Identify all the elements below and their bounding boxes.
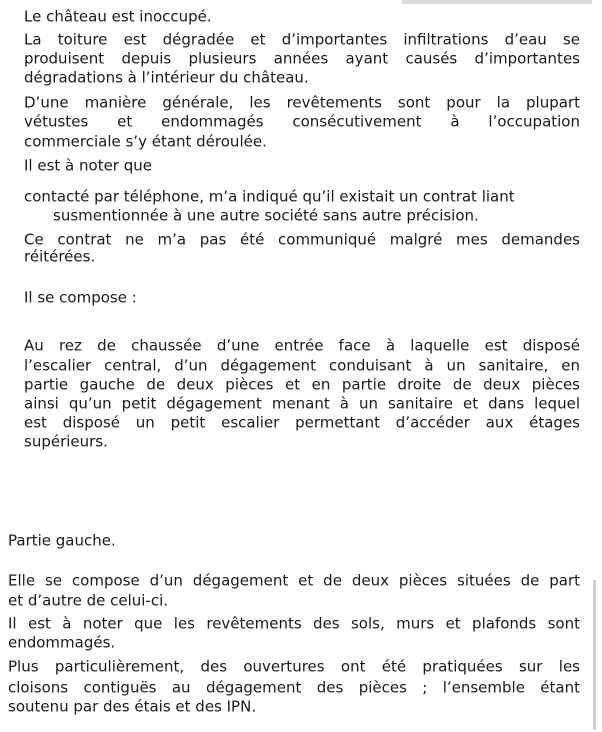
text-line: Il est à noter que les revêtements des sols, murs et plafonds sont bbox=[8, 614, 580, 633]
text-line: La toiture est dégradée et d’importantes infiltrations d’eau se bbox=[24, 30, 580, 49]
text-line: Au rez de chaussée d’une entrée face à laquelle est disposé bbox=[24, 336, 580, 355]
text-line: partie gauche de deux pièces et en partie droite de deux pièces bbox=[24, 375, 580, 394]
text-line: dégradations à l’intérieur du château. bbox=[24, 68, 309, 87]
text-line: Il est à noter que bbox=[24, 156, 152, 175]
scan-edge-right bbox=[593, 580, 596, 730]
text-line: l’escalier central, d’un dégagement conduisant à un sanitaire, en bbox=[24, 356, 580, 375]
text-line: Ce contrat ne m’a pas été communiqué malgré mes demandes bbox=[24, 230, 580, 249]
text-line: vétustes et endommagés consécutivement à l’occupation bbox=[24, 112, 580, 131]
text-line: Plus particulièrement, des ouvertures ont été pratiquées sur les bbox=[8, 657, 580, 676]
text-line: et d’autre de celui-ci. bbox=[8, 591, 169, 610]
text-line: est disposé un petit escalier permettant d’accéder aux étages bbox=[24, 413, 580, 432]
text-line: susmentionnée à une autre société sans autre précision. bbox=[53, 206, 479, 225]
text-line: supérieurs. bbox=[24, 432, 108, 451]
text-line: réitérées. bbox=[24, 247, 96, 266]
heading-partie-gauche: Partie gauche. bbox=[8, 531, 116, 550]
text-line: commerciale s’y étant déroulée. bbox=[24, 132, 267, 151]
text-line: contacté par téléphone, m’a indiqué qu’il existait un contrat liant bbox=[24, 187, 515, 206]
text-line: Le château est inoccupé. bbox=[24, 7, 212, 26]
text-line: produisent depuis plusieurs années ayant causés d’importantes bbox=[24, 49, 580, 68]
text-line: Elle se compose d’un dégagement et de deux pièces situées de part bbox=[8, 571, 580, 590]
heading-il-se-compose: Il se compose : bbox=[24, 288, 137, 307]
text-line: D’une manière générale, les revêtements sont pour la plupart bbox=[24, 93, 580, 112]
text-line: soutenu par des étais et des IPN. bbox=[8, 697, 257, 716]
scan-edge-top bbox=[402, 0, 592, 4]
text-line: ainsi qu’un petit dégagement menant à un sanitaire et dans lequel bbox=[24, 394, 580, 413]
text-line: cloisons contiguës au dégagement des pièces ; l’ensemble étant bbox=[8, 678, 580, 697]
text-line: endommagés. bbox=[8, 633, 116, 652]
